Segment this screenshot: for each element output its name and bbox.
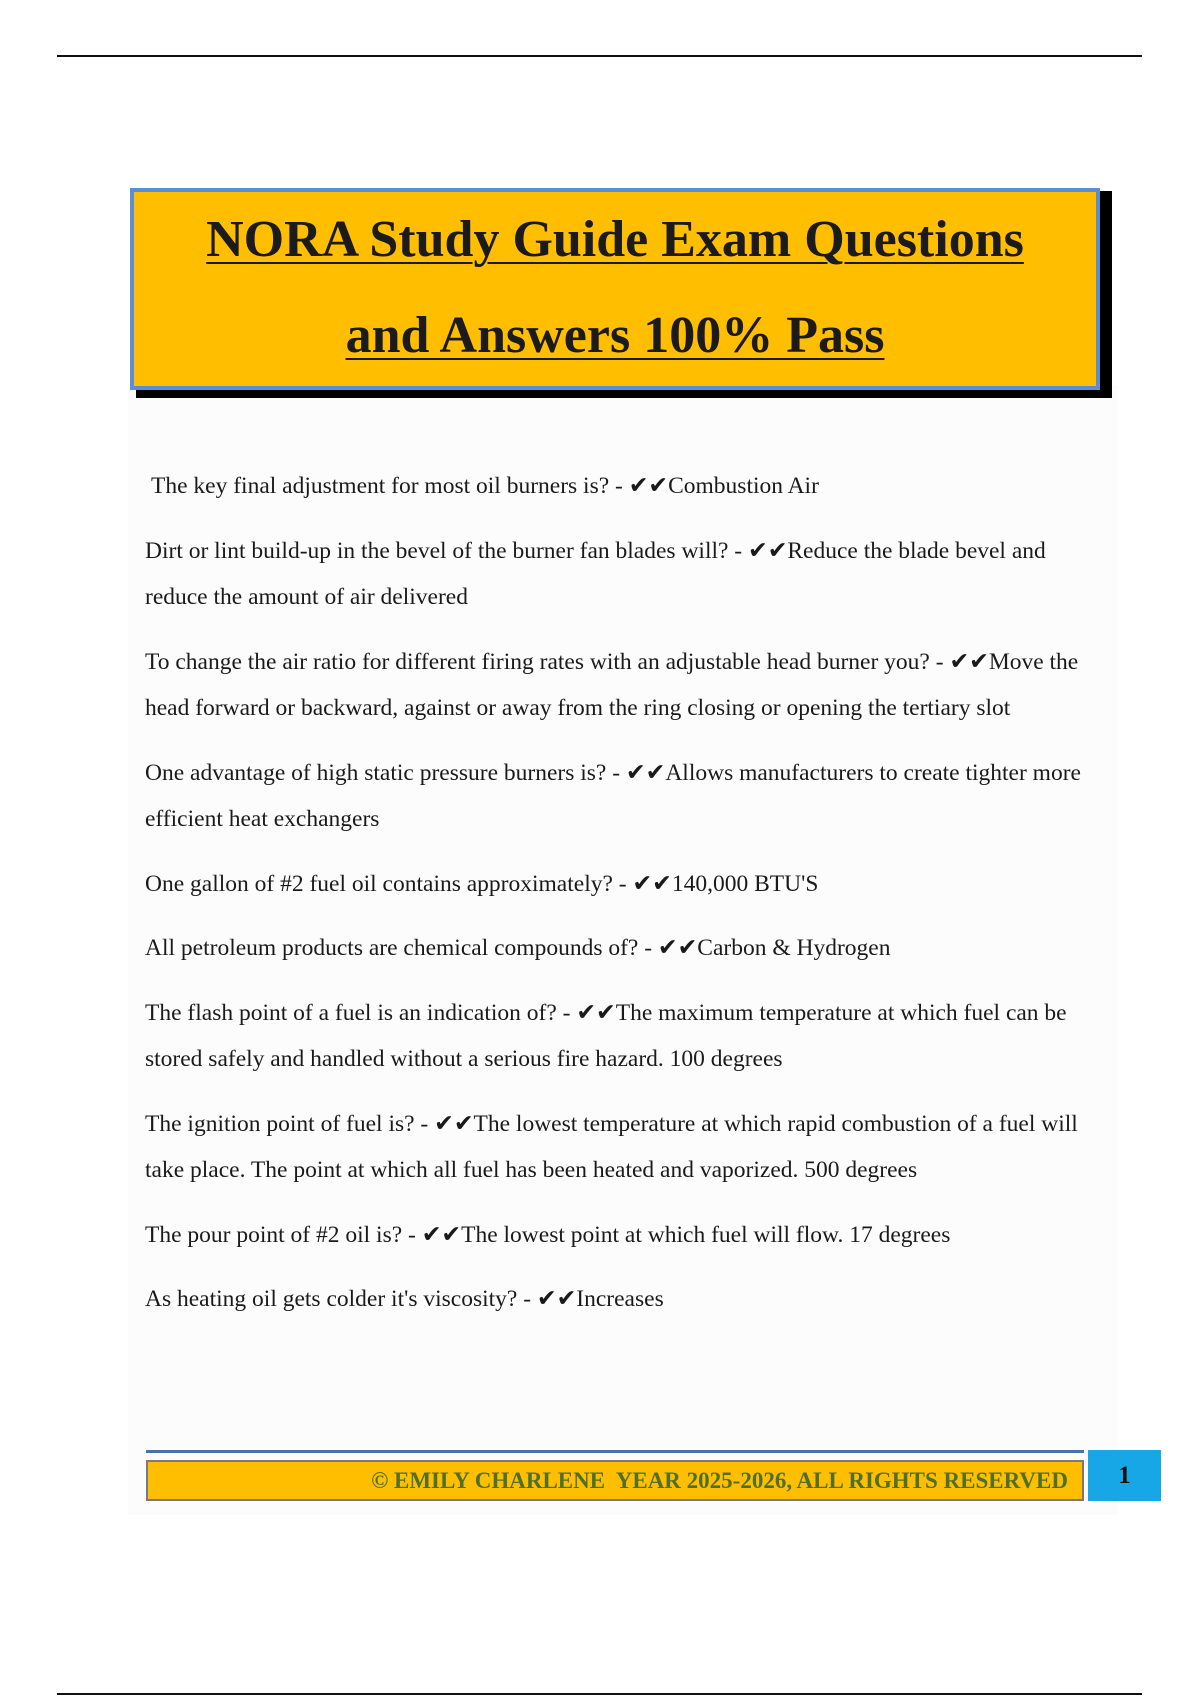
qa-item-5: One gallon of #2 fuel oil contains approximately? - ✔✔140,000 BTU'S	[145, 870, 819, 897]
page-number: 1	[1118, 1462, 1131, 1489]
page-number-badge	[1088, 1450, 1161, 1501]
qa-item-2: Dirt or lint build-up in the bevel of the burner fan blades will? - ✔✔Reduce the blade bevel and reduce the amount of air delivered	[145, 537, 1046, 610]
bottom-rule	[57, 1693, 1142, 1695]
top-rule	[57, 55, 1142, 57]
qa-item-9: The pour point of #2 oil is? - ✔✔The lowest point at which fuel will flow. 17 degrees	[145, 1221, 951, 1248]
title-line-1-text: NORA Study Guide Exam Questions	[206, 211, 1024, 268]
title-line-2-text: and Answers 100% Pass	[345, 307, 885, 364]
qa-item-10: As heating oil gets colder it's viscosity? - ✔✔Increases	[145, 1286, 664, 1312]
title-line-1	[134, 192, 1096, 288]
footer-rule	[146, 1450, 1084, 1453]
question-answer-list	[145, 463, 1090, 1341]
title-line-2	[134, 288, 1096, 384]
qa-item-3: To change the air ratio for different firing rates with an adjustable head burner you? - ✔✔Move the head forward or backward, against or away from the ring closing or opening the tertiary slot	[145, 648, 1079, 721]
footer-banner	[146, 1460, 1084, 1501]
qa-item-1: The key final adjustment for most oil burners is? - ✔✔Combustion Air	[151, 473, 819, 499]
footer-copyright: © EMILY CHARLENE YEAR 2025-2026, ALL RIGHTS RESERVED	[371, 1468, 1068, 1493]
qa-item-4: One advantage of high static pressure burners is? - ✔✔Allows manufacturers to create tighter more efficient heat exchangers	[145, 759, 1081, 832]
title-banner	[130, 188, 1100, 390]
qa-item-6: All petroleum products are chemical compounds of? - ✔✔Carbon & Hydrogen	[145, 935, 891, 961]
qa-item-7: The flash point of a fuel is an indication of? - ✔✔The maximum temperature at which fuel can be stored safely and handled without a serious fire hazard. 100 degrees	[145, 999, 1067, 1072]
qa-item-8: The ignition point of fuel is? - ✔✔The lowest temperature at which rapid combustion of a fuel will take place. The point at which all fuel has been heated and vaporized. 500 degrees	[145, 1110, 1078, 1183]
